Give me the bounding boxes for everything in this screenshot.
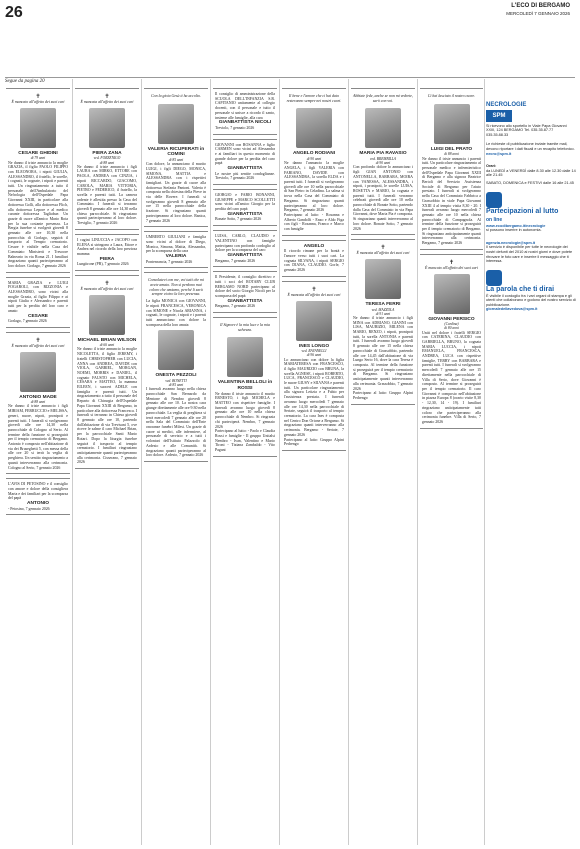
- condolence-text: Il ricordo rimane per la bontà e l'amore verso tutti i suoi cari. La cognata SILVANA, i nipoti SERGIO con DIANA, CLAUDIO. Gorle, 7 gennaio 2026: [284, 249, 344, 273]
- deceased-name: ANTONIO: [26, 501, 50, 507]
- column-2: [75, 85, 139, 473]
- participants-list: Partecipano al lutto: - Rosanna e Alberto Gandolfi - Enzo e Aldo Figa con figli - Rosanna, Franco e Marco con famiglie: [284, 212, 344, 232]
- column-divider: [417, 79, 418, 845]
- deceased-name: VALENTINA BELLOLI in ROSSI: [217, 380, 273, 392]
- column-3: [144, 85, 208, 466]
- condolence-notice: [6, 478, 70, 515]
- column-divider: [484, 79, 485, 845]
- obituary-notice: [420, 254, 483, 429]
- deceased-subname: ved. BONETTI: [165, 378, 187, 383]
- online-icon: [486, 192, 502, 208]
- obituary-text: Ne danno il triste annuncio i figli MINA con ADRIANO, GIANNI con LISA, MAURIZIO, MILENA con MARIO, RENZO, i nipoti, pronipoti tutti, la sorella ANTONIA e parenti tutti. I funerali avranno luogo giovedì 8 gennaio alle ore 15 nella chiesa parrocchiale di Grassobbio, partendo alle ore 14,45 dall'abitazione di via Lungo Serio 16, dove la cara Teresa è composta. Al termine della funzione si proseguirà per il tempio crematorio di Bergamo. Si ringraziano anticipatamente quanti interverranno alla cerimonia. Grassobbio, 7 gennaio 2026: [353, 315, 413, 391]
- deceased-subname: ved. RAVANELLI: [301, 349, 327, 354]
- quote: Consolatevi con me, voi tutti che mi avete amato. Non si perdono mai coloro che amiamo, perché li sarà sempre vicino la loro presenza.: [148, 278, 204, 297]
- column-divider: [210, 79, 211, 845]
- condolence-notice: [6, 277, 70, 328]
- deceased-name: CESARE: [28, 313, 48, 319]
- quote: Il Signore è la mia luce e la mia salvezza.: [220, 323, 270, 332]
- deceased-age: di 91 anni: [375, 311, 391, 316]
- sidebar-email-link[interactable]: necro@spm.it: [486, 151, 512, 156]
- deceased-age: di 85 anni: [168, 157, 184, 162]
- condolence-notice: [282, 240, 346, 277]
- cross-icon: ✝: [448, 259, 455, 266]
- cross-icon: ✝: [311, 286, 317, 293]
- participants-list: Partecipano al lutto: Gruppo Alpini Pedrengo: [353, 391, 413, 400]
- obituary-notice: [282, 281, 346, 451]
- deceased-subname: ved. MAZZOLA: [371, 307, 395, 312]
- obituary-text: Ne danno il triste annuncio la moglie NICOLETTA, il figlio JEREMY, i fratelli CHRISTOPHER con LUCIA, ANNA con ANDREA, DAVIDE con VIOLA, GABRIEL, MORGAN, NOEMI, MORRIS e DANIEL, il cognato FAUSTO con MICHELA, CESARA e MATTEO, la mamma EILEEN, i suoceri ADELE con famiglia e parenti tutti. Un ringraziamento a tutto il personale del Reparto di Chirurgia dell'Ospedale Papa Giovanni XXIII di Bergamo, in particolare alla dottoressa Francesca. I funerali si terranno in Chiesa giovedì 8 gennaio alle ore 10, partendo dall'abitazione di via Trevisani 5, ove riceve le salme il caro Michael Brian, per la parrocchiale Santi Mario Rotari. Dopo la liturgia funebre seguirà il trasporto al tempio crematorio. I familiari ringraziano anticipatamente quanti parteciperanno alla cerimonia. Cisserano, 7 gennaio 2026: [77, 347, 137, 465]
- deceased-age: di 90 anni: [375, 161, 391, 166]
- parola-text: È visibile il cordoglio fra i vari organi di stampa e gli utenti che collaborano e godono del nostro servizio di pubblicazione.: [486, 293, 576, 307]
- deceased-name: ANGELO: [303, 243, 325, 249]
- deceased-age: di 90 anni: [306, 157, 322, 161]
- deceased-name: VALERIA: [165, 254, 187, 260]
- deceased-age: di 79 anni: [30, 156, 46, 161]
- quote: Abbiate fede, anche se non mi vedrete, sarò con voi.: [353, 94, 413, 103]
- portrait-photo: [227, 337, 263, 377]
- quote: Con la gioia Gesù ti ha accolto.: [151, 94, 201, 98]
- portrait-photo: [365, 108, 401, 148]
- weekend-hours: SABATO, DOMENICA e FESTIVI dalle 16 alle 21.45: [486, 180, 574, 185]
- portrait-photo: [296, 108, 332, 148]
- obituary-text: Uniti nel dolore i fratelli SERGIO con CATERINA, CLAUDIO con GABRIELLA, BRUNO, la cognata MARIA LUCCIA, i nipoti EMANUELA, FRANCESCA, ANDREA, LUCA con rispettive famiglie, TERRY con BARBARA e parenti tutti. I funerali si svolgeranno mercoledì 7 gennaio alle ore 15 direttamente nella parrocchiale di Villa di Serio, dove Giovanni è composto. Al termine si proseguirà per il tempio crematorio. Il caro Giovanni è composto nell'abitazione in piazza Europa 8 (orario visite 8,30 - 12,30, 14 - 19). I familiari ringraziano anticipatamente tutti coloro che parteciperanno alla cerimonia funebre. Villa di Serio, 7 gennaio 2026: [422, 330, 481, 424]
- deceased-name: VALERIA RICUPERATI in COMINI: [147, 146, 205, 158]
- column-6: [351, 85, 415, 409]
- announcement: È mancata all'affetto dei suoi cari: [287, 292, 341, 297]
- obituary-text: I funerali avranno luogo nella chiesa parrocchiale San Bernardo da Mentone di Nembro giovedì 8 gennaio alle ore 10. La nostra cara giunge direttamente alle ore 9:30 nella parrocchiale. La veglia di preghiera si terrà mercoledì 7 gennaio alle ore 20 nella Sala del Commiato dell'Ente onoranze funebri Milesi. Un grazie di cuore ai medici, alle infermiere, al personale di servizio e a tutti i volontari dell'Istituto Palazzolo di Ardesio e alle Comunità. Si ringraziano quanti parteciperanno al loro dolore. Ardesio, 7 gennaio 2026: [146, 387, 206, 458]
- continued-note: Segue da pagina 20: [5, 79, 45, 84]
- archive-text: Il servizio è disponibile per tutte le necrologie dei nostri defunti del 2010 ai nostri giorni e dove potete ritrovare le foto care e inserire il messaggio che ti interessa.: [486, 245, 573, 264]
- notice-date: Le nostre più sentite condoglianze. Treviolo, 7 gennaio 2026: [215, 171, 275, 181]
- deceased-age: di 80 anni: [444, 326, 459, 331]
- deceased-age: di 88 anni: [30, 400, 46, 405]
- participants-list: Partecipano al lutto: - Paolo e Claudia Rossi e famiglie - Il gruppo Unitalsi Nembro - Ivan, Valentino e Mario Tironi - Tiziana Zambaldo - Vito Pagani: [215, 429, 275, 453]
- portrait-photo: [296, 301, 332, 341]
- obituary-notice: [75, 275, 139, 469]
- announcement: È mancata all'affetto dei suoi cari: [356, 251, 410, 256]
- publication-name: L'ECO DI BERGAMO: [511, 3, 570, 9]
- hours-title: Orari:: [486, 164, 497, 169]
- column-divider: [348, 79, 349, 845]
- obituary-text: Ne danno il triste annuncio il marito ERNESTO, i figli MICHELA e MATTEO con rispettive famiglie. I funerali avranno luogo giovedì 8 gennaio alle ore 10 nella chiesa parrocchiale di Nembro. Si ringrazia chi parteciperà. Nembro, 7 gennaio 2026: [215, 391, 275, 429]
- condolence-text: Il Presidente, il consiglio direttivo e tutti i soci del ROTARY CLUB BERGAMO NORD partecipano al dolore del socio Giorgio Nicoli per la scomparsa del papà: [215, 275, 275, 299]
- portrait-photo: [365, 259, 401, 299]
- sidebar-title: NECROLOGIE: [486, 102, 527, 108]
- deceased-name: PIERA: [99, 256, 115, 262]
- portrait-photo: [20, 108, 56, 148]
- notice-date: Treviolo, 7 gennaio 2026: [215, 125, 255, 130]
- condolence-text: MARIA GRAZIA e LUIGI FOGAROLI, con RIZZONIA e ALESSANDRO, sono vicini alla moglie Grazia, al figlio Filippo e ai nipoti Giulia e Alessandro e parenti tutti per la perdita del loro caro e amato: [8, 280, 68, 313]
- online-link[interactable]: www.ecodibergamo.it/necrologie: [486, 223, 546, 228]
- deceased-name: ANTONIO MADE: [19, 394, 57, 400]
- column-4: [213, 85, 277, 461]
- deceased-age: di 66 anni: [99, 343, 115, 348]
- obituary-text: Lo annunciano con dolore la figlia MARIATERESA con FRANCESCO, il figlio MAURIZIO con BRUNA, la sorella AGNESE, i nipoti ROBERTO, LUCA, FRANCESCO e CLAUDIO, le nuore GIUSY e SILVANA e parenti tutti. Un particolare ringraziamento alla signora Letizia e a Fabio per l'assistenza prestata. I funerali avranno luogo mercoledì 7 gennaio alle ore 14,30 nella parrocchiale di Seriate, seguirà il trasporto al tempio crematorio. La cara Ines è composta nel Centro Don Orione a Bergamo. Si ringraziano quanti interverranno alla cerimonia. Bergamo - Seriate, 7 gennaio 2026: [284, 357, 344, 437]
- deceased-name: GIANBATTISTA: [227, 252, 263, 258]
- deceased-name: MARIA PIA RAVASIO: [359, 151, 407, 157]
- publication-date: MERCOLEDÌ 7 GENNAIO 2026: [506, 11, 570, 16]
- deceased-name: PIERA ZANA: [92, 150, 122, 156]
- obituary-notice: [144, 272, 208, 462]
- quote: Il bene e l'amore che ci hai dato resteranno sempre nei nostri cuori.: [286, 94, 342, 103]
- online-subtitle: on line: [486, 216, 503, 223]
- deceased-age: di 88 anni: [99, 160, 115, 165]
- obituary-notice: [6, 332, 70, 474]
- obituary-notice: [420, 88, 483, 250]
- notice-date: Gorlago, 7 gennaio 2026: [8, 319, 47, 324]
- sidebar-request: Le richieste di pubblicazione inviate tramite mail, devono riportare i dati fiscali e un recapito telefonico.: [486, 142, 575, 151]
- obituary-text: Ne danno il triste annuncio i parenti tutti. Un particolare ringraziamento al personale medico e infermieristico dell'Ospedale Papa Giovanni XXIII di Bergamo e alla signora Beatrice Bertoli del Servizio Assistenza Sociale di Bergamo per l'aiuto prestato. I funerali si svolgeranno nella Casa del Commiato Fabbrica a Grassobbio in viale Papa Giovanni XXIII 4 al tempio visita 8,30 - 20. I funerali avranno luogo mercoledì 7 gennaio alle ore 10 nella chiesa parrocchiale di Campagnola. Al termine della funzione si proseguirà per il tempio crematorio di Bergamo. Si ringraziano anticipatamente quanti interverranno alla cerimonia. Bergamo, 7 gennaio 2026: [422, 156, 481, 246]
- portrait-photo: [20, 352, 56, 392]
- condolence-notice: [213, 189, 277, 226]
- obituary-notice: [75, 88, 139, 230]
- obituary-notice: [144, 88, 208, 227]
- deceased-name: GIANBATTISTA: [227, 211, 263, 217]
- column-divider: [279, 79, 280, 845]
- obituary-text: Con dolore, la annunciano il marito LUIGI, i figli DIEGO, MONICA, SIMONA, MATTIA e ALESSANDRA con i rispettivi famigliari. Un grazie di cuore alla dottoressa Stefania Pantoni. Valeria è composta nella chiesina della Pieve in via delle Rovere. I funerali si svolgeranno giovedì 8 gennaio alle ore 15 nella parrocchiale della frazione. Si ringraziano quanti parteciperanno al loro dolore. Ranica, 7 gennaio 2026: [146, 162, 206, 223]
- condolence-notice: [213, 230, 277, 267]
- deceased-subname: ved. FORZENIGO: [93, 156, 121, 161]
- condolence-text: GIORGIO e FABIO BONANNI, GIUSEPPE e MARCO SCOLLETTI sono vicini all'amico Giorgio per la perdita del caro papà: [215, 193, 275, 212]
- portrait-photo: [89, 295, 125, 335]
- notice-date: Pontenrancia, 7 gennaio 2026: [146, 259, 193, 264]
- deceased-name: LUIGI DEL PRATO: [430, 146, 473, 152]
- condolence-notice: [213, 88, 277, 135]
- cross-icon: ✝: [380, 245, 386, 252]
- online-text: si possono inserire in autonomia.: [486, 228, 542, 233]
- portrait-photo: [89, 108, 125, 148]
- deceased-name: GIOVANNI PERSICO: [428, 316, 475, 322]
- header-rule: [5, 77, 575, 78]
- condolence-notice: [144, 231, 208, 268]
- column-1: [6, 85, 70, 519]
- deceased-name: ANGELO RODIANI: [292, 151, 336, 157]
- spm-logo: SPM: [486, 110, 512, 122]
- condolence-text: UMBERTO GIULIANI e famiglia sono vicini al dolore di Diego, Monica, Simona, Mattia, Alessandra, per la scomparsa della cara: [146, 235, 206, 254]
- deceased-name: CESARE GHIDINI: [18, 150, 58, 156]
- condolence-notice: [75, 234, 139, 271]
- condolence-text: I cugini LINUCCIA e JACOPO con ELENA si stringono a Laura, Ettore e Andrea nel ricordo della loro preziosa mamma: [77, 237, 137, 256]
- deceased-name: GIANBATTISTA: [227, 298, 263, 304]
- deceased-name: ONESTA PEZZOLI: [155, 373, 197, 379]
- obituary-text: La figlia MONICA con GIOVANNI, le nipoti FRANCESCA, VERONICA con SIMONE e Nicola ARIANNA, i cognati, le cognate, i nipoti e i parenti tutti annunciano con dolore la scomparsa della loro amata: [146, 299, 206, 327]
- obituary-text: Ne danno il triste annuncio i figli MIRIAM, FERRUCCIO e MELISSA, generi, nuore, nipoti, pronipoti e parenti tutti. I funerali si svolgeranno giovedì alle ore 14,30 nella parrocchiale di Cologno al Serio. Al termine della funzione si proseguirà per il tempio crematorio di Bergamo. Antonio è composto nell'abitazione di via dei Bruseghetti 5, con messa della alle ore 20 si terrà la veglia di preghiera. Un sentito ringraziamento a quanti interverranno alla cerimonia. Cologno al Serio, 7 gennaio 2026: [8, 404, 68, 470]
- quote: Ci hai lasciato il nostro cuore.: [427, 94, 476, 98]
- cross-icon: ✝: [35, 94, 41, 100]
- deceased-name: MICHAEL BRIAN WILSON: [77, 337, 137, 343]
- word-icon: [486, 270, 502, 286]
- obituary-text: Con profondo dolore lo annunciano i figli GIAN ANTONIO con ANTONELLA, BARBARA, MOIRA con VANESSA, ALESSANDRA, i nipoti, i pronipoti, le sorelle LUISA, ROSETTA e MARIO, la cognata e parenti tutti. I funerali verranno celebrati giovedì alle ore 10 nella parrocchiale di Bonate Sotto, partendo dalla Casa del Commiato in via Papa Giovanni, dove Maria Pia è composta. Si ringraziano quanti interverranno al loro dolore. Bonate Sotto, 7 gennaio 2026: [353, 165, 413, 231]
- obituary-text: Ne danno il triste annuncio i figli LAURA con MIRKO, ETTORE con PAOLA, ANDREA con CINZIA, i nipoti RICCARDO, GIACOMO, CAROLA, MARIA VITTORIA, PIETRO e FEDERICO, il fratello, la sorella e parenti tutti. La camera ardente è allestita presso la Casa del Commiato. I funerali si terranno giovedì 8 gennaio alle ore 14,30 nella chiesa parrocchiale. Si ringraziano quanti parteciperanno al loro dolore. Treviglio, 7 gennaio 2026: [77, 164, 137, 226]
- obituary-notice: [213, 317, 277, 457]
- condolence-notice: [213, 139, 277, 186]
- obituary-text: Ne danno l'annuncio la moglie ANGELA, i figli VALERIA con FABIANO, DAVIDE con ALESSANDRA, la sorella ELDA e i parenti tutti. I funerali si svolgeranno giovedì alle ore 10 nella parrocchiale di San Pietro in Celadina. La salma si trova nella Casa del Commiato di Bergamo. Si ringraziano quanti parteciperanno al loro dolore. Bergamo, 7 gennaio 2026: [284, 161, 344, 213]
- condolence-text: LUISA, CARLO, CLAUDIO e VALENTINO con famiglie partecipano con profondo cordoglio al dolore per la scomparsa del caro: [215, 234, 275, 253]
- portrait-photo: [434, 274, 470, 314]
- obituary-notice: [6, 88, 70, 273]
- portrait-photo: [158, 330, 194, 370]
- announcement: È mancato all'affetto dei suoi cari: [424, 265, 479, 270]
- parola-title: La parola che ti dirai: [486, 285, 555, 293]
- announcement: È mancato all'affetto dei suoi cari: [80, 286, 134, 291]
- necrologie-sidebar: [486, 100, 576, 312]
- deceased-age: di 88 anni: [444, 152, 459, 157]
- obituary-notice: [351, 239, 415, 404]
- column-7: [420, 85, 483, 433]
- participants-list: Partecipano al lutto: Gruppo Alpini Pedrengo: [284, 437, 344, 447]
- sidebar-intro: Si ricevono allo sportello in Viale Papa Giovanni XXIII, 124 BERGAMO Tel. 035.35.87.77 035.35.88.33: [486, 123, 567, 137]
- deceased-subname: ved. BREMBILLA: [370, 157, 396, 161]
- deceased-age: di 96 anni: [306, 353, 322, 358]
- deceased-name: TERESA FERRI: [365, 301, 401, 307]
- cross-icon: ✝: [104, 280, 110, 287]
- condolence-text: GIOVANNI con ROSANNA e figlio CARMEN sono vicini ad Alessandra e ai familiari in questo momento di grande dolore per la perdita del caro papà: [215, 142, 275, 166]
- cross-icon: ✝: [35, 337, 41, 344]
- announcement: È mancato all'affetto dei suoi cari: [11, 100, 65, 104]
- deceased-name: GIANBATTISTA NICOLI: [218, 120, 272, 126]
- notice-date: Bergamo, 7 gennaio 2026: [215, 258, 256, 263]
- column-5: [282, 85, 346, 455]
- deceased-name: GIANBATTISTA: [227, 166, 263, 172]
- obituary-notice: [351, 88, 415, 235]
- column-divider: [141, 79, 142, 845]
- cross-icon: ✝: [104, 94, 110, 100]
- page-header: [0, 0, 580, 74]
- announcement: È mancato all'affetto dei suoi cari: [11, 343, 65, 348]
- deceased-name: INES LONGO: [298, 343, 330, 349]
- notice-date: Lungitrone (PR), 7 gennaio 2026: [77, 262, 129, 267]
- archive-link[interactable]: agenzia.necrologie@spm.it: [486, 240, 536, 245]
- condolence-notice: [213, 271, 277, 313]
- online-title: Partecipazioni al lutto: [486, 207, 559, 215]
- page-number: 26: [5, 4, 23, 21]
- deceased-subname: (Cardina): [444, 322, 459, 327]
- condolence-text: L'AVIS DI PETOSINO e il consiglio con amore e dolore della consigliera Marta e dei familiari per la scomparsa del papà: [8, 482, 68, 501]
- deceased-age: di 85 anni: [168, 383, 184, 388]
- notice-date: Bergamo, 7 gennaio 2026: [215, 304, 256, 309]
- portrait-photo: [434, 104, 470, 144]
- announcement: È mancata all'affetto dei suoi cari: [80, 100, 134, 104]
- obituary-notice: [282, 88, 346, 236]
- notice-date: Bonate Sotto, 7 gennaio 2026: [215, 217, 262, 222]
- column-divider: [72, 79, 73, 845]
- parola-link[interactable]: giornaledellavedova@spm.it: [486, 307, 538, 312]
- condolence-text: Il consiglio di amministrazione della SCUOLA DELL'INFANZIA S.R. CAPITANIO unitamente al collegio docenti, con il personale e tutto il personale si unisce a ricordo il santo, insieme alle famiglie, alla cara: [215, 92, 275, 120]
- obituary-text: Ne danno il triste annuncio la moglie GRAZIA, il figlio PAOLO FILIPPO con ELEONORA, i nipoti GIULIA, ALESSANDRO, il fratello, le sorelle, i cognati, le cognate, i nipoti e parenti tutti. Un ringraziamento a tutto il personale dell'Ambulatorio del Nefrologia dell'Ospedale Papa Giovanni XXIII, in particolare alla dottoressa Golli, alla dottoressa Flich, alla dottoressa Lepore e al medico curante dottoressa Tagliabue. Un grazie di cuore all'amico Mario Rota per la sua costante presenza. La Bergia funebre si svolgerà giovedì 8 gennaio alle ore 10,30 nella parrocchia di Gorlago, seguirà il trasporto al Tempio crematorio. Cesare è visibile nella Casa del Commiato Ministerii e Tresoore Balneario in via Roma 21. I familiari ringraziano quanti parteciperanno al loro dolore. Gorlago, 7 gennaio 2026: [8, 160, 68, 268]
- hours-text: da LUNEDÌ a VENERDÌ dalle 8.30 alle 12.30 dalle 14 alle 21.45: [486, 168, 576, 178]
- portrait-photo: [158, 104, 194, 144]
- notice-date: - Petosino, 7 gennaio 2026: [8, 506, 50, 511]
